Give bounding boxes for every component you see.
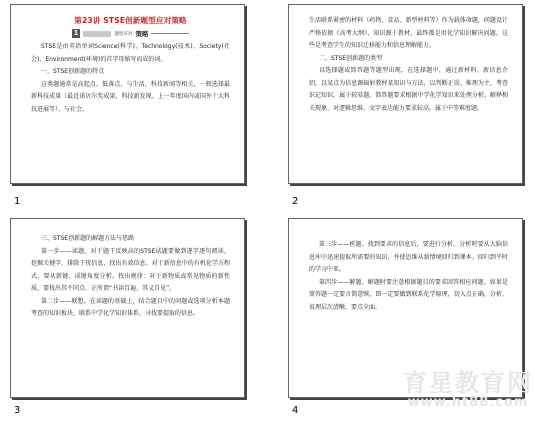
- banner-small-label: 题型应对: [114, 31, 133, 37]
- slide-2[interactable]: [288, 4, 523, 184]
- slide-number: 3: [14, 405, 21, 416]
- section-heading: 三、STSE创新题的解题方法与思路: [41, 235, 135, 242]
- paragraph: 这类题通常是高起点、低落点，与生活、科技新闻等相关，一般选择最新科技成果（最近诺贝尔奖成果、科技新发现、上一年度国内或国外十大科技进展等）、与社会、: [31, 80, 230, 113]
- banner-bar: [83, 31, 111, 37]
- paragraph: 第三步——析题。找到要求的信息后，要进行分析。分析时要从大脑信息库中迅速提取所需要的知识，并使思维从新情境回归到课本、回归到平时的学习中来。: [309, 241, 508, 273]
- slide-title: 第23讲 STSE创新题型应对策略: [74, 16, 187, 25]
- slide-1[interactable]: [10, 4, 245, 184]
- slide-number: 2: [292, 196, 299, 207]
- paragraph: 第四步——解题。解题时要注意根据题目的要求回答相应问题。如果是简答题一定要言简意赅，即一定要做到联系化学原理，切入点正确，分析、说理层次清晰，要点全面。: [309, 278, 508, 311]
- section-heading: 一、STSE创新题的特点: [41, 68, 105, 75]
- slide-3[interactable]: [10, 218, 245, 398]
- paragraph: 生活联系紧密的材料（药物、食品、新型材料等）作为载体命题，问题设计严格依据《高考大纲》，知识源于教材，最终都是用化学知识解决问题。这些是考查学生的知识迁移能力和信息理解能力。: [309, 17, 508, 49]
- section-banner: [31, 29, 230, 38]
- watermark-url: www.ht88.com: [407, 395, 529, 410]
- section-heading: 二、STSE创新题的类型: [319, 54, 383, 62]
- site-watermark: [388, 370, 548, 410]
- paragraph: STSE是由英语单词Science(科学)、Technology(技术)、Society(社会)、Environment(环境)的首字母缩写而成的词。: [31, 43, 230, 63]
- banner-number: 1: [73, 29, 79, 37]
- banner-underline: [151, 33, 189, 34]
- paragraph: 第一步——读题。对于题干反映高的STSE试题要做到逐字逐句阅读，挖掘关键字，排除干扰信息，找出有效信息。对于新信息中的有机化学方程式，要从新键、成键角度分析。找出规律：对于新物质或常见物质的新性质，要找出其不同点。正所谓“书读百遍，其义自见”。: [31, 247, 230, 292]
- paragraph: 第二步——联想。在读题的基础上，结合题目中的问题或选项分析本题考查的知识板块，联系中学化学知识体系，寻找要提取的信息。: [31, 297, 230, 317]
- slide-number: 1: [14, 196, 21, 207]
- slide-number: 4: [292, 405, 299, 416]
- paragraph: 以选择题或简答题等题型出现。在选择题中，通过新材料、新信息介绍，以某点为信息源辐射教材某知识与方法，以判断正误、推理为主，考查识记知识。属于较易题。简答题要求根据中学化学知识来处理分析、解释相关现象、对逻辑思维、文字表达能力要求较高，属于中等难度题。: [309, 67, 508, 112]
- watermark-name: 育星教育网: [403, 369, 533, 397]
- banner-big-label: 策略: [135, 30, 149, 38]
